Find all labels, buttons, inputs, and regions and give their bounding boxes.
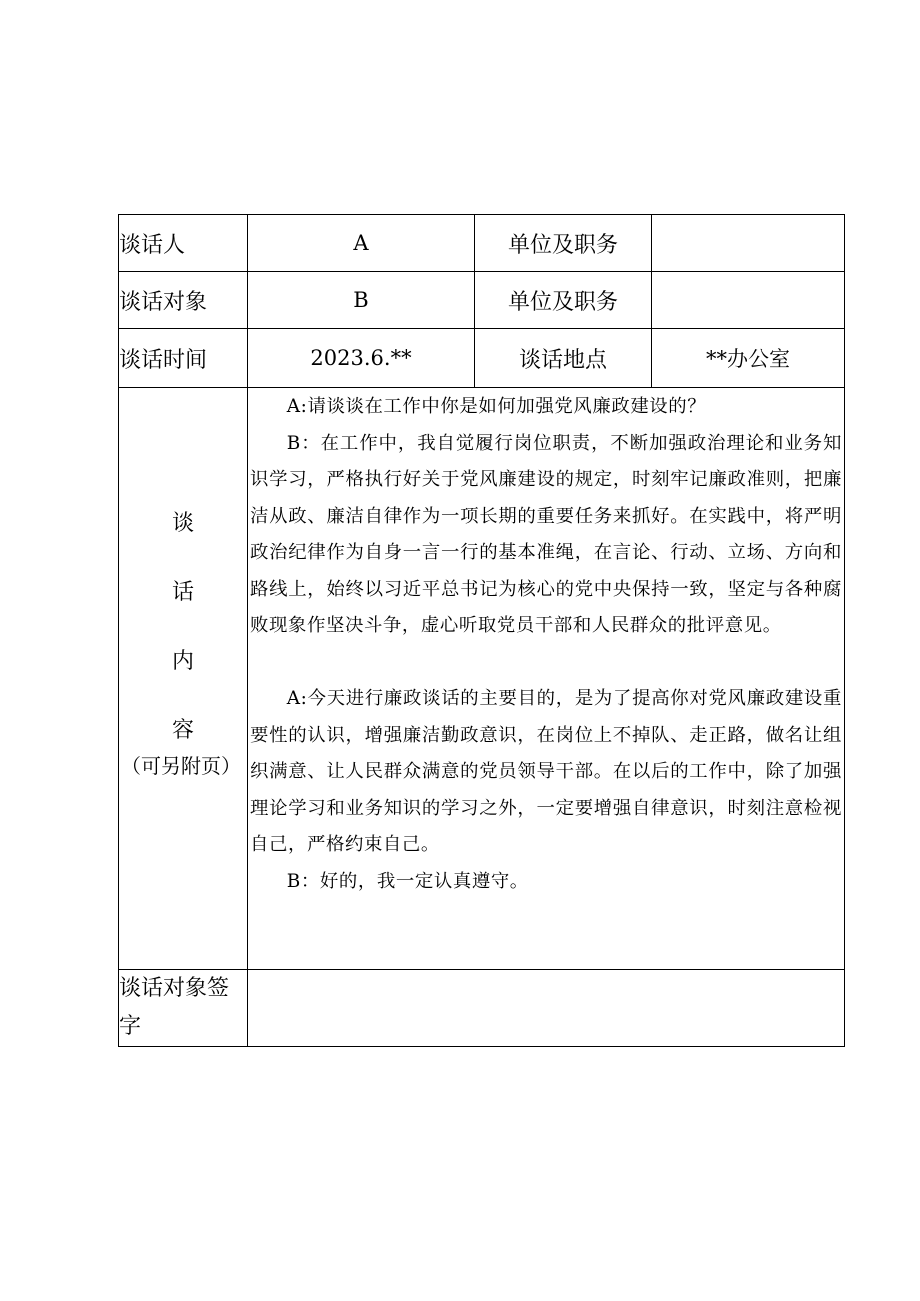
target-row [119, 272, 845, 329]
speaker-value: A [248, 215, 475, 272]
content-label-note: （可另附页） [121, 754, 241, 778]
unit-position-label-1: 单位及职务 [475, 215, 652, 272]
content-label-char-3: 内 [171, 649, 194, 674]
talk-content [248, 388, 845, 970]
content-paragraph-2: B：在工作中，我自觉履行岗位职责，不断加强政治理论和业务知识学习，严格执行好关于党风廉建设的规定，时刻牢记廉政准则，把廉洁从政、廉洁自律作为一项长期的重要任务来抓好。在实践中，将严明政治纪律作为自身一言一行的基本准绳，在言论、行动、立场、方向和路线上，始终以习近平总书记为核心的党中央保持一致，坚定与各种腐败现象作坚决斗争，虚心听取党员干部和人民群众的批评意见。 [250, 432, 842, 636]
target-value: B [248, 272, 475, 329]
content-paragraph-4: B：好的，我一定认真遵守。 [286, 870, 529, 892]
speaker-row [119, 215, 845, 272]
content-blank-line [250, 645, 842, 682]
talk-record-table [118, 214, 845, 1047]
speaker-label: 谈话人 [119, 215, 248, 272]
time-value: 2023.6.** [248, 329, 475, 388]
place-label: 谈话地点 [475, 329, 652, 388]
content-row [119, 388, 845, 970]
target-label: 谈话对象 [119, 272, 248, 329]
content-label-cell [119, 388, 248, 970]
time-place-row [119, 329, 845, 388]
content-label-char-4: 容 [171, 718, 194, 743]
content-label-char-1: 谈 [171, 511, 194, 536]
place-value: **办公室 [652, 329, 845, 388]
signature-label: 谈话对象签字 [119, 970, 248, 1047]
unit-position-value-2 [652, 272, 845, 329]
signature-row [119, 970, 845, 1047]
unit-position-value-1 [652, 215, 845, 272]
time-label: 谈话时间 [119, 329, 248, 388]
unit-position-label-2: 单位及职务 [475, 272, 652, 329]
content-label-char-2: 话 [171, 580, 194, 605]
signature-value[interactable] [248, 970, 845, 1047]
content-paragraph-3: A:今天进行廉政谈话的主要目的，是为了提高你对党风廉政建设重要性的认识，增强廉洁勤政意识，在岗位上不掉队、走正路，做名让组织满意、让人民群众满意的党员领导干部。在以后的工作中，除了加强理论学习和业务知识的学习之外，一定要增强自律意识，时刻注意检视自己，严格约束自己。 [250, 688, 842, 855]
content-paragraph-1: A:请谈谈在工作中你是如何加强党风廉政建设的？ [286, 396, 707, 417]
